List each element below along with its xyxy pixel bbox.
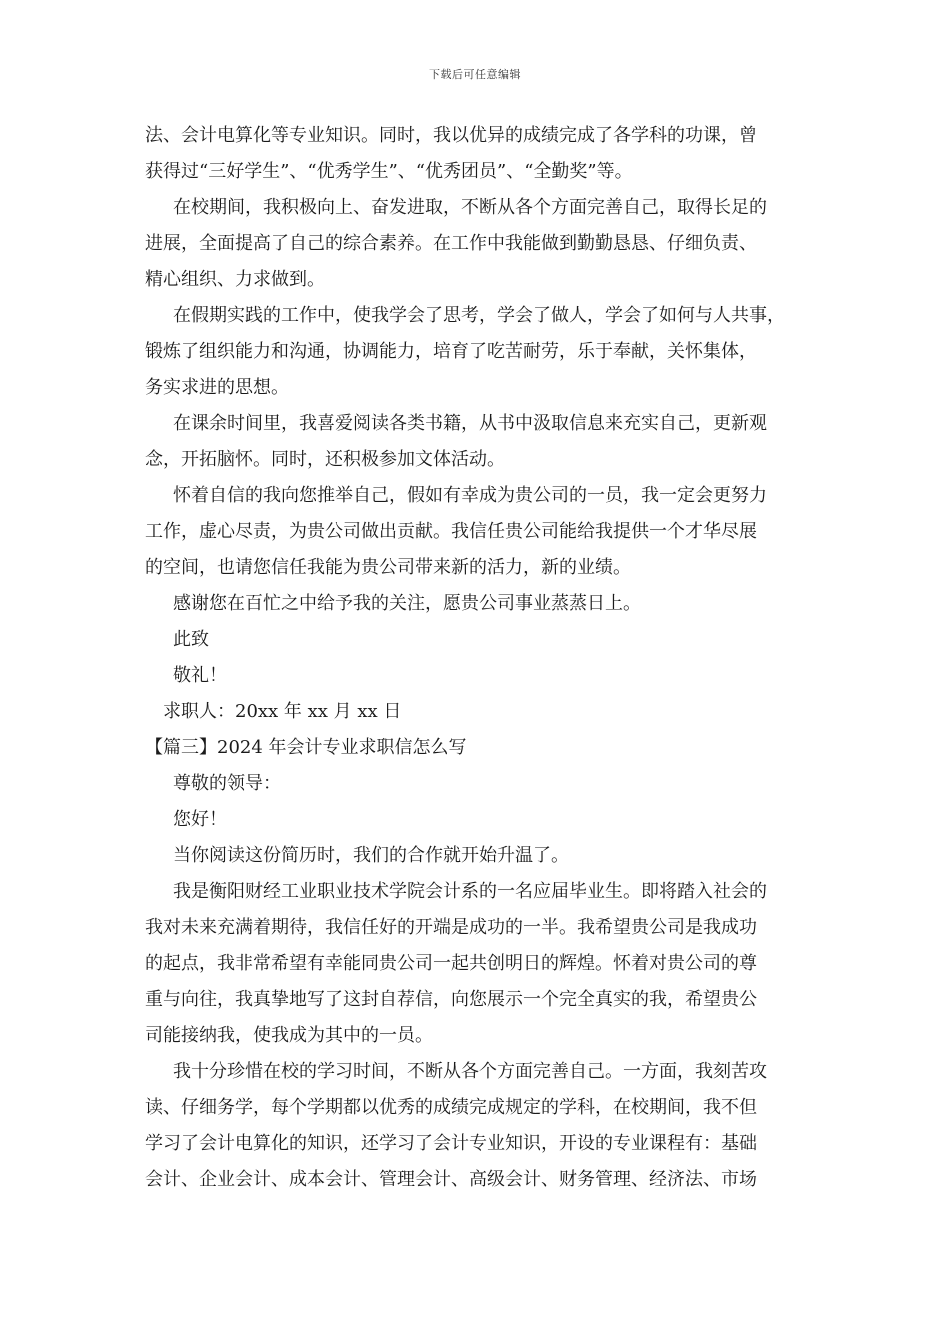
text-line: 获得过“三好学生”、“优秀学生”、“优秀团员”、“全勤奖”等。: [145, 161, 633, 182]
page-header-note: 下载后可任意编辑: [429, 68, 521, 81]
text-line: 法、会计电算化等专业知识。同时，我以优异的成绩完成了各学科的功课，曾: [145, 125, 757, 146]
text-line: 念，开拓脑怀。同时，还积极参加文体活动。: [145, 449, 505, 470]
text-line: 进展，全面提高了自己的综合素养。在工作中我能做到勤勤恳恳、仔细负责、: [145, 233, 757, 254]
text-line: 的空间，也请您信任我能为贵公司带来新的活力，新的业绩。: [145, 557, 631, 578]
text-line: 在课余时间里，我喜爱阅读各类书籍，从书中汲取信息来充实自己，更新观: [173, 413, 767, 434]
text-line: 司能接纳我，使我成为其中的一员。: [145, 1025, 433, 1046]
text-line: 怀着自信的我向您推举自己，假如有幸成为贵公司的一员，我一定会更努力: [173, 485, 767, 506]
text-line: 务实求进的思想。: [145, 377, 289, 398]
text-line: 我是衡阳财经工业职业技术学院会计系的一名应届毕业生。即将踏入社会的: [173, 881, 767, 902]
text-line: 锻炼了组织能力和沟通，协调能力，培育了吃苦耐劳，乐于奉献，关怀集体，: [145, 341, 757, 362]
text-line: 尊敬的领导：: [173, 773, 281, 794]
text-line: 学习了会计电算化的知识，还学习了会计专业知识，开设的专业课程有：基础: [145, 1133, 757, 1154]
text-line: 精心组织、力求做到。: [145, 269, 325, 290]
text-line: 重与向往，我真挚地写了这封自荐信，向您展示一个完全真实的我，希望贵公: [145, 989, 757, 1010]
document-body: [145, 118, 810, 1198]
text-line: 【篇三】2024 年会计专业求职信怎么写: [145, 737, 467, 758]
text-line: 读、仔细务学，每个学期都以优秀的成绩完成规定的学科，在校期间，我不但: [145, 1097, 757, 1118]
text-line: 工作，虚心尽责，为贵公司做出贡献。我信任贵公司能给我提供一个才华尽展: [145, 521, 757, 542]
text-line: 在假期实践的工作中，使我学会了思考，学会了做人，学会了如何与人共事，: [173, 305, 785, 326]
text-line: 敬礼！: [173, 665, 227, 686]
text-line: 我对未来充满着期待，我信任好的开端是成功的一半。我希望贵公司是我成功: [145, 917, 757, 938]
text-line: 会计、企业会计、成本会计、管理会计、高级会计、财务管理、经济法、市场: [145, 1169, 757, 1190]
text-line: 的起点，我非常希望有幸能同贵公司一起共创明日的辉煌。怀着对贵公司的尊: [145, 953, 757, 974]
text-line: 感谢您在百忙之中给予我的关注，愿贵公司事业蒸蒸日上。: [173, 593, 641, 614]
text-line: 当你阅读这份简历时，我们的合作就开始升温了。: [173, 845, 569, 866]
text-line: 在校期间，我积极向上、奋发进取，不断从各个方面完善自己，取得长足的: [173, 197, 767, 218]
text-line: 求职人：20xx 年 xx 月 xx 日: [163, 701, 402, 722]
text-line: 您好！: [173, 809, 227, 830]
text-line: 此致: [173, 629, 209, 650]
text-line: 我十分珍惜在校的学习时间，不断从各个方面完善自己。一方面，我刻苦攻: [173, 1061, 767, 1082]
